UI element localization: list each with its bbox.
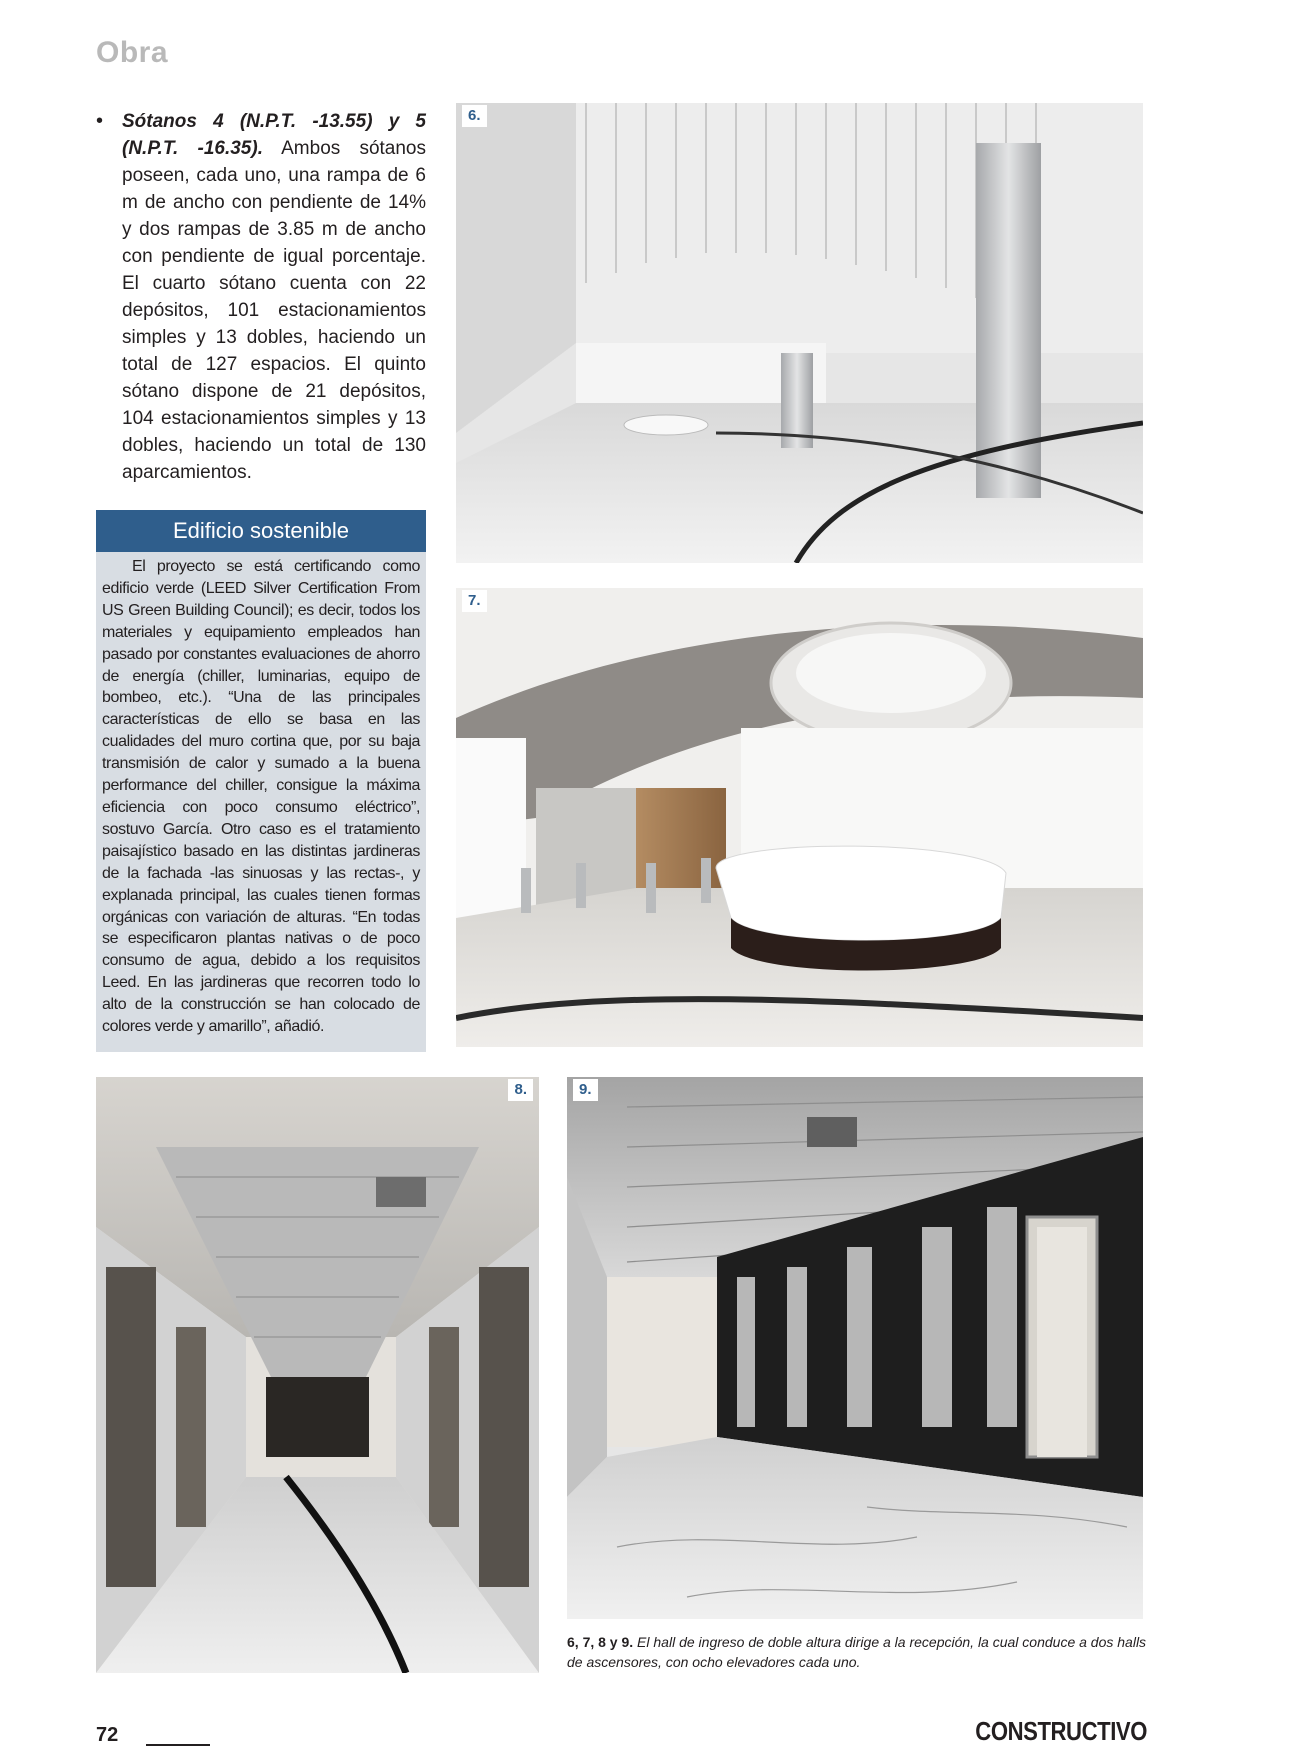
photo-9 — [567, 1077, 1143, 1619]
bullet-body: Ambos sótanos poseen, cada uno, una rampa de 6 m de ancho con pendiente de 14% y dos rampas de 3.85 m de ancho con pendiente de igual porcentaje. El cuarto sótano cuenta con 22 depósitos, 101 estacionamientos simples y 13 dobles, haciendo un total de 127 espacios. El quinto sótano dispone de 21 depósitos, 104 estacionamientos simples y 13 dobles, haciendo un total de 130 aparcamientos. — [122, 138, 426, 483]
photo-6 — [456, 103, 1143, 563]
photo-9-number: 9. — [573, 1079, 598, 1101]
photo-8-image — [96, 1077, 539, 1673]
photo-8-number: 8. — [508, 1079, 533, 1101]
caption-refs: 6, 7, 8 y 9. — [567, 1634, 634, 1650]
bullet-paragraph — [96, 108, 426, 486]
photo-6-image — [456, 103, 1143, 563]
photo-9-image — [567, 1077, 1143, 1619]
page-rule — [146, 1744, 210, 1746]
magazine-logo: CONSTRUCTIVO — [975, 1716, 1147, 1746]
photo-7-number: 7. — [462, 590, 487, 612]
photo-7 — [456, 588, 1143, 1047]
sidebar-text: El proyecto se está certificando como edificio verde (LEED Silver Certification From US Green Building Council); es decir, todos los materiales y equipamiento empleados han pasado por constantes evaluaciones de ahorro de energía (chiller, luminarias, equipo de bombeo, etc.). “Una de las principales características de ello se basa en las cualidades del muro cortina que, por su baja transmisión de calor y sumado a la buena performance del chiller, consigue la máxima eficiencia con poco consumo eléctrico”, sostuvo García. Otro caso es el tratamiento paisajístico basado en las distintas jardineras de la fachada -las sinuosas y las rectas-, y explanada principal, las cuales tienen formas orgánicas con variación de alturas. “En todas se especificaron plantas nativas o de poco consumo de agua, debido a los requisitos Leed. En las jardineras que recorren todo lo alto de la construcción se han colocado de colores verde y amarillo”, añadió. — [102, 558, 420, 1036]
page-number: 72 — [96, 1724, 119, 1746]
photo-caption — [567, 1632, 1147, 1672]
photo-8 — [96, 1077, 539, 1673]
photo-7-image — [456, 588, 1143, 1047]
bullet-text — [122, 108, 426, 486]
photo-6-number: 6. — [462, 105, 487, 127]
bullet-dot: • — [96, 110, 104, 132]
sidebar-title: Edificio sostenible — [96, 510, 426, 552]
section-label: Obra — [96, 36, 169, 69]
bullet-lead: Sótanos 4 (N.P.T. -13.55) y 5 (N.P.T. -16.35). — [122, 111, 426, 159]
sidebar-box — [96, 552, 426, 1052]
caption-text: El hall de ingreso de doble altura dirige a la recepción, la cual conduce a dos halls de ascensores, con ocho elevadores cada uno. — [567, 1634, 1147, 1670]
